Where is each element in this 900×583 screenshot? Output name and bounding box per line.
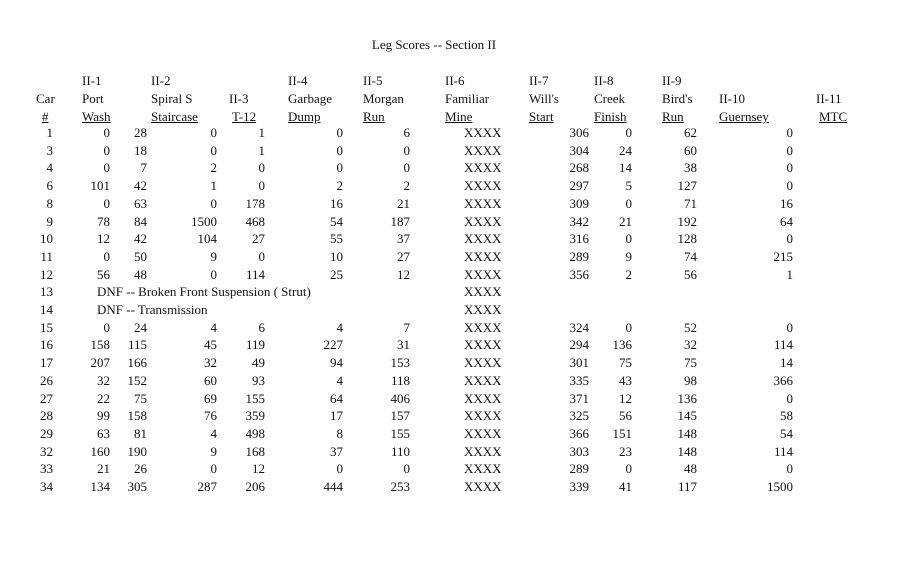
score-cell: 325 (569, 408, 589, 424)
score-cell: 148 (677, 443, 697, 459)
leg-scores-table (0, 124, 793, 496)
score-cell: 0 (336, 160, 343, 176)
score-cell: 0 (786, 160, 793, 176)
column-header-7-line-2: Will's (529, 91, 559, 106)
score-cell: 9 (625, 248, 632, 264)
column-header-5-line-2: Morgan (363, 91, 404, 106)
score-cell: 444 (323, 479, 343, 495)
score-cell: 0 (786, 125, 793, 140)
table-row (0, 301, 793, 319)
table-row (0, 460, 793, 478)
score-cell: 16 (330, 195, 343, 211)
score-cell: 75 (619, 355, 632, 371)
score-cell: 0 (210, 125, 217, 140)
score-cell: 18 (134, 142, 147, 158)
score-cell: 206 (245, 479, 265, 495)
table-row (0, 230, 793, 248)
score-cell: XXXX (464, 425, 502, 441)
dnf-note: DNF -- Transmission (97, 302, 208, 318)
score-cell: 81 (134, 425, 147, 441)
score-cell: 43 (619, 372, 632, 388)
car-number-cell: 33 (40, 461, 53, 477)
score-cell: 187 (390, 213, 410, 229)
score-cell: 0 (336, 461, 343, 477)
score-cell: 160 (90, 443, 110, 459)
score-cell: 5 (625, 178, 632, 194)
score-cell: 45 (204, 337, 217, 353)
column-header-7-line-3: Start (529, 109, 554, 124)
column-header-9-line-1: II-9 (662, 73, 682, 88)
car-number-cell: 13 (40, 284, 53, 300)
column-header-4-line-3: Dump (288, 109, 321, 124)
score-cell: 42 (134, 178, 147, 194)
score-cell: 145 (677, 408, 697, 424)
car-number-cell: 3 (46, 142, 53, 158)
score-cell: 128 (677, 231, 697, 247)
column-header-4-line-2: Garbage (288, 91, 333, 106)
score-cell: 56 (97, 266, 110, 282)
score-cell: XXXX (464, 408, 502, 424)
table-row (0, 283, 793, 301)
score-cell: XXXX (464, 266, 502, 282)
score-cell: 26 (134, 461, 147, 477)
car-number-cell: 10 (40, 231, 53, 247)
score-cell: 294 (569, 337, 589, 353)
column-header-10-line-3: Guernsey (719, 109, 769, 124)
score-cell: 114 (773, 443, 793, 459)
score-cell: 24 (134, 319, 147, 335)
score-cell: 0 (786, 142, 793, 158)
table-row (0, 478, 793, 496)
car-number-cell: 11 (40, 248, 53, 264)
table-row (0, 354, 793, 372)
empty-cell (589, 301, 645, 319)
score-cell: XXXX (464, 284, 502, 300)
score-cell: 64 (780, 213, 793, 229)
score-cell: XXXX (464, 390, 502, 406)
score-cell: 24 (619, 142, 632, 158)
empty-cell (725, 283, 793, 301)
score-cell: 1500 (191, 213, 217, 229)
score-cell: 304 (569, 142, 589, 158)
score-cell: 10 (330, 248, 343, 264)
score-cell: 37 (330, 443, 343, 459)
car-number-cell: 15 (40, 319, 53, 335)
column-header-3-line-2: II-3 (229, 91, 249, 106)
score-cell: 151 (612, 425, 632, 441)
score-cell: 58 (780, 408, 793, 424)
score-cell: 23 (619, 443, 632, 459)
score-cell: 356 (569, 266, 589, 282)
table-row (0, 177, 793, 195)
score-cell: 335 (569, 372, 589, 388)
score-cell: 114 (773, 337, 793, 353)
score-cell: 48 (684, 461, 697, 477)
score-cell: 153 (390, 355, 410, 371)
score-cell: 305 (127, 479, 147, 495)
score-cell: 0 (786, 461, 793, 477)
score-cell: 0 (625, 461, 632, 477)
score-cell: XXXX (464, 461, 502, 477)
score-cell: 54 (330, 213, 343, 229)
score-cell: XXXX (464, 248, 502, 264)
column-header-10-line-2: II-10 (719, 91, 745, 106)
score-cell: 21 (97, 461, 110, 477)
score-cell: 64 (330, 390, 343, 406)
score-cell: 16 (780, 195, 793, 211)
score-cell: 0 (103, 125, 110, 140)
score-cell: 78 (97, 213, 110, 229)
car-number-cell: 27 (40, 390, 53, 406)
score-cell: 303 (569, 443, 589, 459)
score-cell: 115 (127, 337, 147, 353)
column-header-8-line-3: Finish (594, 109, 627, 124)
score-cell: 119 (245, 337, 265, 353)
score-cell: 2 (625, 266, 632, 282)
score-cell: 253 (390, 479, 410, 495)
score-cell: 0 (786, 231, 793, 247)
score-cell: 71 (684, 195, 697, 211)
score-cell: 49 (252, 355, 265, 371)
score-cell: 7 (403, 319, 410, 335)
empty-cell (589, 283, 645, 301)
table-row (0, 159, 793, 177)
score-cell: 14 (780, 355, 793, 371)
score-cell: 297 (569, 178, 589, 194)
score-cell: 0 (786, 178, 793, 194)
score-cell: XXXX (464, 125, 502, 140)
score-cell: 110 (390, 443, 410, 459)
column-header-4-line-1: II-4 (288, 73, 308, 88)
column-header-2-line-3: Staircase (151, 109, 198, 124)
score-cell: 9 (210, 443, 217, 459)
score-cell: 0 (103, 160, 110, 176)
table-row (0, 319, 793, 337)
empty-cell (645, 283, 725, 301)
score-cell: 0 (210, 195, 217, 211)
score-cell: 6 (403, 125, 410, 140)
score-cell: 63 (97, 425, 110, 441)
score-cell: 1 (210, 178, 217, 194)
score-cell: 498 (245, 425, 265, 441)
score-cell: 98 (684, 372, 697, 388)
car-number-cell: 8 (46, 195, 53, 211)
car-number-cell: 17 (40, 355, 53, 371)
score-cell: 27 (252, 231, 265, 247)
table-row (0, 142, 793, 160)
car-number-cell: 6 (46, 178, 53, 194)
score-cell: 306 (569, 125, 589, 140)
score-cell: 17 (330, 408, 343, 424)
column-header-11-line-3: MTC (819, 109, 848, 124)
table-row (0, 336, 793, 354)
score-cell: 54 (780, 425, 793, 441)
score-cell: 75 (134, 390, 147, 406)
column-header-5-line-1: II-5 (363, 73, 383, 88)
score-cell: XXXX (464, 443, 502, 459)
score-cell: 0 (258, 160, 265, 176)
score-cell: 21 (619, 213, 632, 229)
score-cell: XXXX (464, 231, 502, 247)
column-header-5-line-3: Run (363, 109, 385, 124)
score-cell: 468 (245, 213, 265, 229)
score-cell: 0 (103, 248, 110, 264)
score-cell: 157 (390, 408, 410, 424)
score-cell: 114 (245, 266, 265, 282)
score-cell: 359 (245, 408, 265, 424)
score-cell: 52 (684, 319, 697, 335)
score-cell: 0 (625, 231, 632, 247)
score-cell: 25 (330, 266, 343, 282)
score-cell: 4 (210, 425, 217, 441)
score-cell: 155 (245, 390, 265, 406)
car-number-cell: 4 (46, 160, 53, 176)
score-cell: 32 (97, 372, 110, 388)
table-row (0, 390, 793, 408)
table-row (0, 407, 793, 425)
score-cell: 0 (103, 319, 110, 335)
score-cell: 27 (397, 248, 410, 264)
score-cell: 12 (252, 461, 265, 477)
score-cell: 31 (397, 337, 410, 353)
score-cell: 93 (252, 372, 265, 388)
score-cell: 99 (97, 408, 110, 424)
column-header-8-line-1: II-8 (594, 73, 614, 88)
column-header-8-line-2: Creek (594, 91, 626, 106)
score-cell: 94 (330, 355, 343, 371)
score-cell: XXXX (464, 302, 502, 318)
score-cell: 60 (684, 142, 697, 158)
score-cell: 118 (390, 372, 410, 388)
empty-cell (725, 301, 793, 319)
score-cell: 0 (103, 195, 110, 211)
score-cell: 0 (786, 319, 793, 335)
score-cell: 37 (397, 231, 410, 247)
score-cell: 74 (684, 248, 697, 264)
score-cell: 127 (677, 178, 697, 194)
score-cell: 158 (127, 408, 147, 424)
score-cell: 48 (134, 266, 147, 282)
table-row (0, 266, 793, 284)
score-cell: 136 (677, 390, 697, 406)
page-title: Leg Scores -- Section II (371, 37, 497, 52)
score-cell: 69 (204, 390, 217, 406)
car-number-cell: 14 (40, 302, 53, 318)
score-cell: 0 (258, 248, 265, 264)
score-cell: 0 (210, 266, 217, 282)
car-number-cell: 29 (40, 425, 53, 441)
column-header-1-line-1: II-1 (82, 73, 102, 88)
score-cell: 342 (569, 213, 589, 229)
column-header-2-line-2: Spiral S (151, 91, 193, 106)
score-cell: 12 (397, 266, 410, 282)
score-cell: 0 (403, 160, 410, 176)
score-cell: XXXX (464, 355, 502, 371)
score-cell: 0 (258, 178, 265, 194)
score-cell: 60 (204, 372, 217, 388)
column-header-6-line-1: II-6 (445, 73, 465, 88)
score-cell: 215 (773, 248, 793, 264)
table-row (0, 248, 793, 266)
score-cell: 14 (619, 160, 632, 176)
score-cell: 75 (684, 355, 697, 371)
table-row (0, 443, 793, 461)
score-cell: 134 (90, 479, 110, 495)
score-cell: 55 (330, 231, 343, 247)
score-cell: 1 (786, 266, 793, 282)
score-cell: 6 (258, 319, 265, 335)
score-cell: XXXX (464, 160, 502, 176)
score-cell: XXXX (464, 195, 502, 211)
empty-cell (523, 283, 589, 301)
score-cell: 2 (210, 160, 217, 176)
score-cell: 207 (90, 355, 110, 371)
car-number-cell: 34 (40, 479, 53, 495)
score-cell: 155 (390, 425, 410, 441)
score-cell: 28 (134, 125, 147, 140)
table-row (0, 372, 793, 390)
score-cell: 22 (97, 390, 110, 406)
score-cell: 32 (204, 355, 217, 371)
score-cell: 0 (210, 461, 217, 477)
table-row (0, 195, 793, 213)
score-cell: 50 (134, 248, 147, 264)
score-cell: 0 (103, 142, 110, 158)
score-cell: 178 (245, 195, 265, 211)
score-cell: 406 (390, 390, 410, 406)
score-cell: 12 (97, 231, 110, 247)
score-cell: 309 (569, 195, 589, 211)
score-cell: 316 (569, 231, 589, 247)
column-header-0-line-2: Car (36, 91, 55, 106)
empty-cell (645, 301, 725, 319)
score-cell: XXXX (464, 337, 502, 353)
score-cell: 32 (684, 337, 697, 353)
score-cell: 84 (134, 213, 147, 229)
score-cell: 227 (323, 337, 343, 353)
column-header-3-line-3: T-12 (232, 109, 257, 124)
score-cell: 0 (336, 142, 343, 158)
score-cell: 301 (569, 355, 589, 371)
column-header-1-line-2: Port (82, 91, 104, 106)
score-cell: 56 (619, 408, 632, 424)
score-cell: 0 (786, 390, 793, 406)
score-cell: 366 (569, 425, 589, 441)
score-cell: 2 (403, 178, 410, 194)
score-cell: 1 (258, 142, 265, 158)
car-number-cell: 16 (40, 337, 53, 353)
table-row (0, 124, 793, 142)
column-header-2-line-1: II-2 (151, 73, 171, 88)
score-cell: XXXX (464, 178, 502, 194)
dnf-note: DNF -- Broken Front Suspension ( Strut) (97, 284, 311, 300)
column-header-11-line-2: II-11 (816, 91, 842, 106)
score-cell: 117 (677, 479, 697, 495)
score-cell: 371 (569, 390, 589, 406)
score-cell: 289 (569, 461, 589, 477)
score-cell: 4 (336, 319, 343, 335)
score-cell: 152 (127, 372, 147, 388)
score-cell: 0 (403, 461, 410, 477)
score-cell: 63 (134, 195, 147, 211)
empty-cell (523, 301, 589, 319)
score-cell: 1 (258, 125, 265, 140)
score-cell: 21 (397, 195, 410, 211)
score-cell: 0 (403, 142, 410, 158)
score-cell: 0 (625, 195, 632, 211)
score-cell: 9 (210, 248, 217, 264)
score-cell: 104 (197, 231, 217, 247)
column-header-9-line-2: Bird's (662, 91, 693, 106)
car-number-cell: 1 (46, 125, 53, 140)
car-number-cell: 32 (40, 443, 53, 459)
score-cell: 1500 (767, 479, 793, 495)
score-cell: XXXX (464, 142, 502, 158)
score-cell: 101 (90, 178, 110, 194)
car-number-cell: 26 (40, 372, 53, 388)
score-cell: 148 (677, 425, 697, 441)
score-cell: 0 (625, 125, 632, 140)
score-cell: 166 (127, 355, 147, 371)
score-cell: XXXX (464, 319, 502, 335)
score-cell: 366 (773, 372, 793, 388)
score-cell: 4 (336, 372, 343, 388)
score-cell: 62 (684, 125, 697, 140)
score-cell: 12 (619, 390, 632, 406)
score-cell: 56 (684, 266, 697, 282)
score-cell: XXXX (464, 213, 502, 229)
score-cell: 268 (569, 160, 589, 176)
score-cell: 192 (677, 213, 697, 229)
score-cell: 4 (210, 319, 217, 335)
score-cell: 287 (197, 479, 217, 495)
score-cell: 0 (210, 142, 217, 158)
table-row (0, 425, 793, 443)
table-row (0, 213, 793, 231)
column-header-7-line-1: II-7 (529, 73, 549, 88)
score-cell: 38 (684, 160, 697, 176)
score-cell: XXXX (464, 479, 502, 495)
score-cell: 2 (336, 178, 343, 194)
score-cell: 0 (625, 319, 632, 335)
score-cell: 41 (619, 479, 632, 495)
score-cell: XXXX (464, 372, 502, 388)
column-header-9-line-3: Run (662, 109, 684, 124)
column-header-0-line-3: # (42, 109, 49, 124)
column-header-6-line-2: Familiar (445, 91, 490, 106)
score-cell: 289 (569, 248, 589, 264)
score-cell: 76 (204, 408, 217, 424)
car-number-cell: 9 (46, 213, 53, 229)
score-cell: 190 (127, 443, 147, 459)
column-header-1-line-3: Wash (82, 109, 111, 124)
score-cell: 136 (612, 337, 632, 353)
score-cell: 168 (245, 443, 265, 459)
score-cell: 42 (134, 231, 147, 247)
score-cell: 8 (336, 425, 343, 441)
score-cell: 324 (569, 319, 589, 335)
car-number-cell: 28 (40, 408, 53, 424)
score-cell: 7 (140, 160, 147, 176)
score-cell: 339 (569, 479, 589, 495)
score-cell: 0 (336, 125, 343, 140)
car-number-cell: 12 (40, 266, 53, 282)
column-header-6-line-3: Mine (445, 109, 473, 124)
score-cell: 158 (90, 337, 110, 353)
